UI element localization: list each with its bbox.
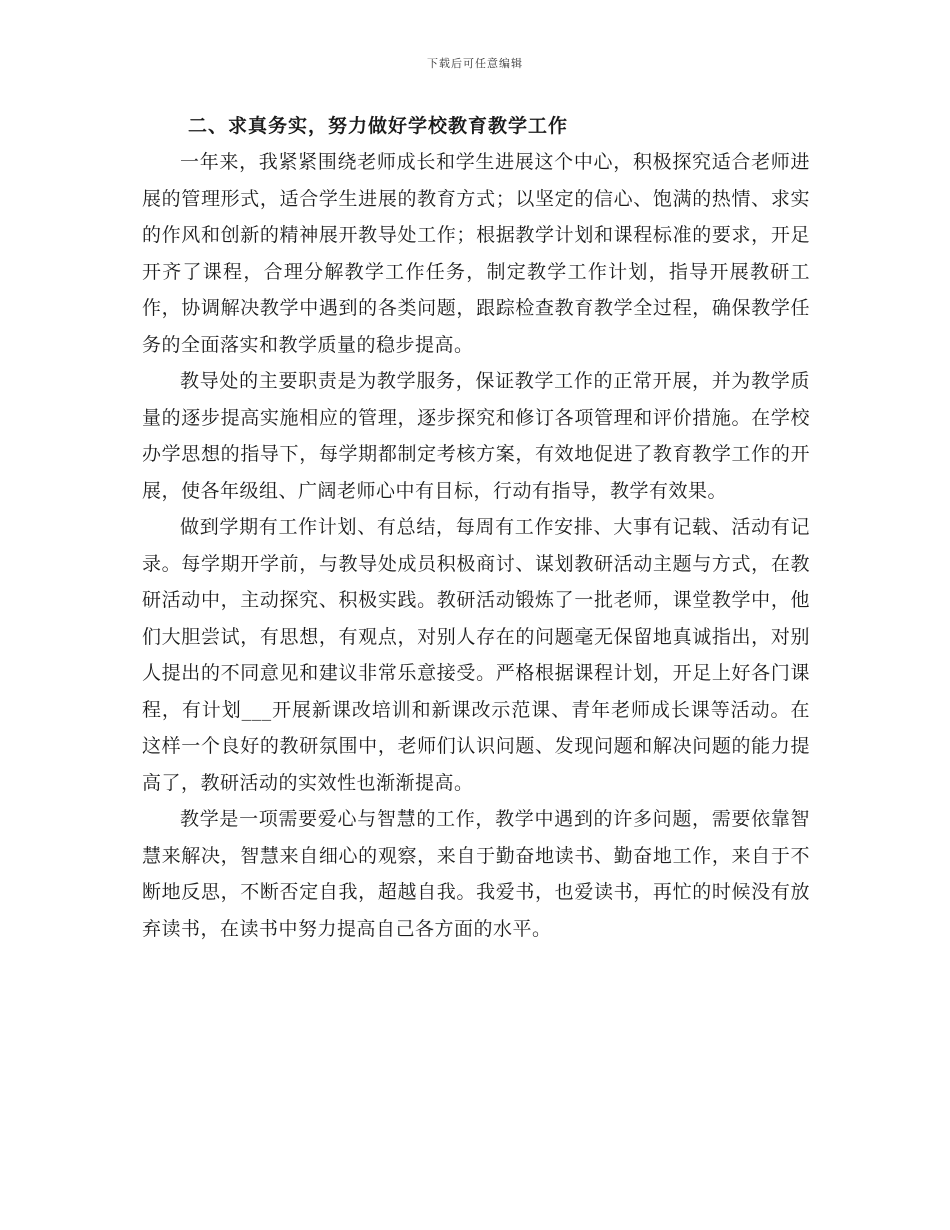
document-body (142, 108, 810, 947)
paragraph-2: 教导处的主要职责是为教学服务，保证教学工作的正常开展，并为教学质量的逐步提高实施相应的管理，逐步探究和修订各项管理和评价措施。在学校办学思想的指导下，每学期都制定考核方案，有效地促进了教育教学工作的开展，使各年级组、广阔老师心中有目标，行动有指导，教学有效果。 (142, 370, 810, 502)
paragraph-4: 教学是一项需要爱心与智慧的工作，教学中遇到的许多问题，需要依靠智慧来解决，智慧来自细心的观察，来自于勤奋地读书、勤奋地工作，来自于不断地反思，不断否定自我，超越自我。我爱书，也爱读书，再忙的时候没有放弃读书，在读书中努力提高自己各方面的水平。 (142, 808, 810, 940)
paragraph-3: 做到学期有工作计划、有总结，每周有工作安排、大事有记载、活动有记录。每学期开学前，与教导处成员积极商讨、谋划教研活动主题与方式，在教研活动中，主动探究、积极实践。教研活动锻炼了一批老师，课堂教学中，他们大胆尝试，有思想，有观点，对别人存在的问题毫无保留地真诚指出，对别人提出的不同意见和建议非常乐意接受。严格根据课程计划，开足上好各门课程，有计划___开展新课改培训和新课改示范课、青年老师成长课等活动。在这样一个良好的教研氛围中，老师们认识问题、发现问题和解决问题的能力提高了，教研活动的实效性也渐渐提高。 (142, 516, 810, 794)
header-note: 下载后可任意编辑 (427, 57, 523, 70)
section-title: 二、求真务实，努力做好学校教育教学工作 (188, 115, 569, 137)
paragraph-1: 一年来，我紧紧围绕老师成长和学生进展这个中心，积极探究适合老师进展的管理形式，适合学生进展的教育方式；以坚定的信心、饱满的热情、求实的作风和创新的精神展开教导处工作；根据教学计划和课程标准的要求，开足开齐了课程，合理分解教学工作任务，制定教学工作计划，指导开展教研工作，协调解决教学中遇到的各类问题，跟踪检查教育教学全过程，确保教学任务的全面落实和教学质量的稳步提高。 (142, 151, 810, 356)
